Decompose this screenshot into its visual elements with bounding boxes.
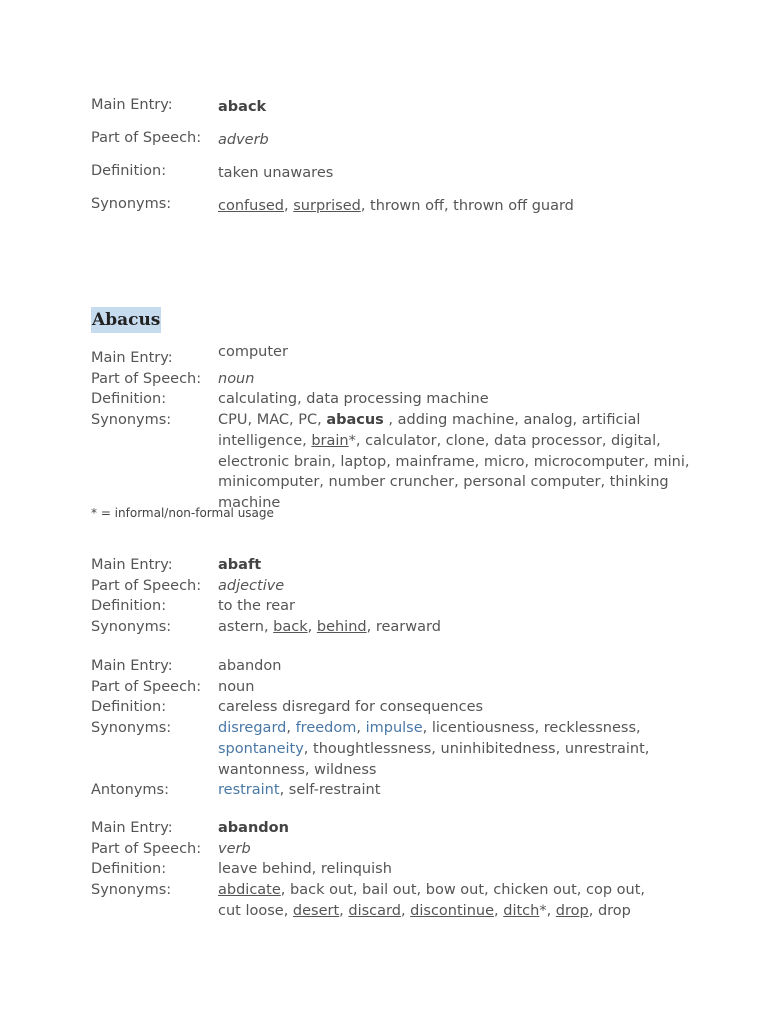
synonym-link[interactable]: discontinue: [410, 902, 495, 919]
synonyms-row: [91, 188, 731, 221]
part-of-speech-value: verb: [218, 840, 251, 857]
part-of-speech-row: [91, 576, 731, 597]
plain-text: ,: [339, 902, 349, 919]
part-of-speech-value: adjective: [218, 577, 285, 594]
definition-value: taken unawares: [218, 165, 334, 181]
synonyms-label: Synonyms:: [91, 882, 172, 899]
plain-text: , back out, bail out, bow out, chicken out, cop out, cut loose,: [218, 882, 646, 919]
main-entry-value: abandon: [218, 658, 282, 674]
definition-label: Definition:: [91, 391, 167, 408]
main-entry-label: Main Entry:: [91, 820, 173, 836]
definition-label: Definition:: [91, 861, 167, 878]
plain-text: , rearward: [366, 619, 441, 636]
definition-row: [91, 859, 731, 880]
synonym-link[interactable]: spontaneity: [218, 740, 304, 757]
plain-text: ,: [284, 198, 294, 214]
plain-text: *,: [539, 902, 556, 919]
plain-text: , self-restraint: [279, 782, 381, 799]
part-of-speech-value: noun: [218, 370, 255, 387]
part-of-speech-row: [91, 369, 731, 390]
synonym-link[interactable]: behind: [316, 619, 367, 636]
definition-row: [91, 389, 731, 410]
plain-text: astern,: [218, 619, 274, 636]
synonyms-label: Synonyms:: [91, 619, 172, 636]
definition-row: [91, 155, 731, 188]
synonym-link[interactable]: abdicate: [218, 882, 281, 899]
main-entry-label: Main Entry:: [91, 97, 173, 113]
definition-label: Definition:: [91, 598, 167, 615]
synonyms-label: Synonyms:: [91, 720, 172, 737]
synonyms-row: [91, 617, 731, 638]
main-entry-value: abaft: [218, 557, 262, 573]
main-entry-row: [91, 555, 731, 576]
definition-value: careless disregard for consequences: [218, 699, 484, 716]
main-entry-value: aback: [218, 99, 267, 115]
antonyms-row: [91, 780, 731, 801]
synonyms-list: [218, 718, 731, 780]
synonym-link[interactable]: impulse: [365, 720, 423, 737]
synonyms-label: Synonyms:: [91, 196, 172, 212]
section-heading: Abacus: [91, 307, 161, 333]
antonyms-list: [218, 780, 731, 801]
part-of-speech-label: Part of Speech:: [91, 130, 202, 146]
synonym-link[interactable]: restraint: [218, 782, 280, 799]
plain-text: , licentiousness, recklessness,: [422, 720, 641, 737]
definition-label: Definition:: [91, 163, 167, 179]
definition-row: [91, 697, 731, 718]
synonyms-label: Synonyms:: [91, 412, 172, 429]
plain-text: *, calculator, clone, data processor, digital, electronic brain, laptop, mainframe, micro, microcomputer, mini, minicomputer, number cruncher, personal computer, thinking machine: [218, 432, 690, 511]
usage-note: * = informal/non-formal usage: [91, 506, 274, 520]
definition-value: to the rear: [218, 598, 295, 615]
plain-text: ,: [356, 720, 366, 737]
part-of-speech-value: adverb: [218, 132, 269, 148]
synonyms-list: [218, 410, 731, 514]
plain-text: ,: [307, 619, 317, 636]
entry-abandon-noun: [91, 656, 731, 801]
plain-text: ,: [494, 902, 504, 919]
synonym-link[interactable]: surprised: [293, 198, 361, 214]
synonym-link[interactable]: disregard: [218, 720, 287, 737]
main-entry-label: Main Entry:: [91, 350, 173, 366]
entry-abacus: [91, 342, 731, 514]
synonym-link[interactable]: discard: [348, 902, 401, 919]
main-entry-label: Main Entry:: [91, 557, 173, 573]
antonyms-label: Antonyms:: [91, 782, 170, 799]
part-of-speech-value: noun: [218, 678, 255, 695]
plain-text: ,: [400, 902, 411, 919]
synonym-link[interactable]: ditch: [503, 902, 540, 919]
part-of-speech-row: [91, 122, 731, 155]
synonyms-list: [218, 190, 731, 223]
synonyms-list: [218, 880, 731, 921]
plain-text: , drop: [588, 902, 631, 919]
part-of-speech-label: Part of Speech:: [91, 840, 202, 857]
synonym-link[interactable]: freedom: [295, 720, 357, 737]
plain-text: CPU, MAC, PC,: [218, 412, 327, 429]
definition-value: calculating, data processing machine: [218, 391, 489, 408]
definition-row: [91, 596, 731, 617]
synonym-link[interactable]: drop: [555, 902, 589, 919]
synonyms-row: [91, 410, 731, 514]
part-of-speech-row: [91, 677, 731, 698]
synonym-link[interactable]: back: [273, 619, 308, 636]
main-entry-row: [91, 342, 731, 366]
main-entry-value: abandon: [218, 820, 289, 836]
plain-text: ,: [286, 720, 296, 737]
plain-text: , adding machine, analog, artificial intelligence,: [218, 412, 641, 449]
definition-label: Definition:: [91, 699, 167, 716]
part-of-speech-label: Part of Speech:: [91, 370, 202, 387]
synonym-link[interactable]: brain: [311, 432, 349, 449]
main-entry-label: Main Entry:: [91, 658, 173, 674]
synonyms-row: [91, 718, 731, 780]
synonyms-list: [218, 617, 731, 638]
plain-text: , thoughtlessness, uninhibitedness, unrestraint, wantonness, wildness: [218, 740, 650, 778]
main-entry-value: computer: [218, 344, 288, 360]
main-entry-row: [91, 89, 731, 122]
part-of-speech-row: [91, 839, 731, 860]
entry-abandon-verb: [91, 818, 731, 922]
part-of-speech-label: Part of Speech:: [91, 678, 202, 695]
entry-abaft: [91, 555, 731, 638]
highlighted-term: abacus: [326, 412, 384, 429]
plain-text: , thrown off, thrown off guard: [360, 198, 574, 214]
synonym-link[interactable]: confused: [218, 198, 285, 214]
main-entry-row: [91, 818, 731, 839]
part-of-speech-label: Part of Speech:: [91, 577, 202, 594]
main-entry-row: [91, 656, 731, 677]
definition-value: leave behind, relinquish: [218, 861, 392, 878]
synonyms-row: [91, 880, 731, 921]
entry-aback: [91, 89, 731, 221]
synonym-link[interactable]: desert: [292, 902, 340, 919]
